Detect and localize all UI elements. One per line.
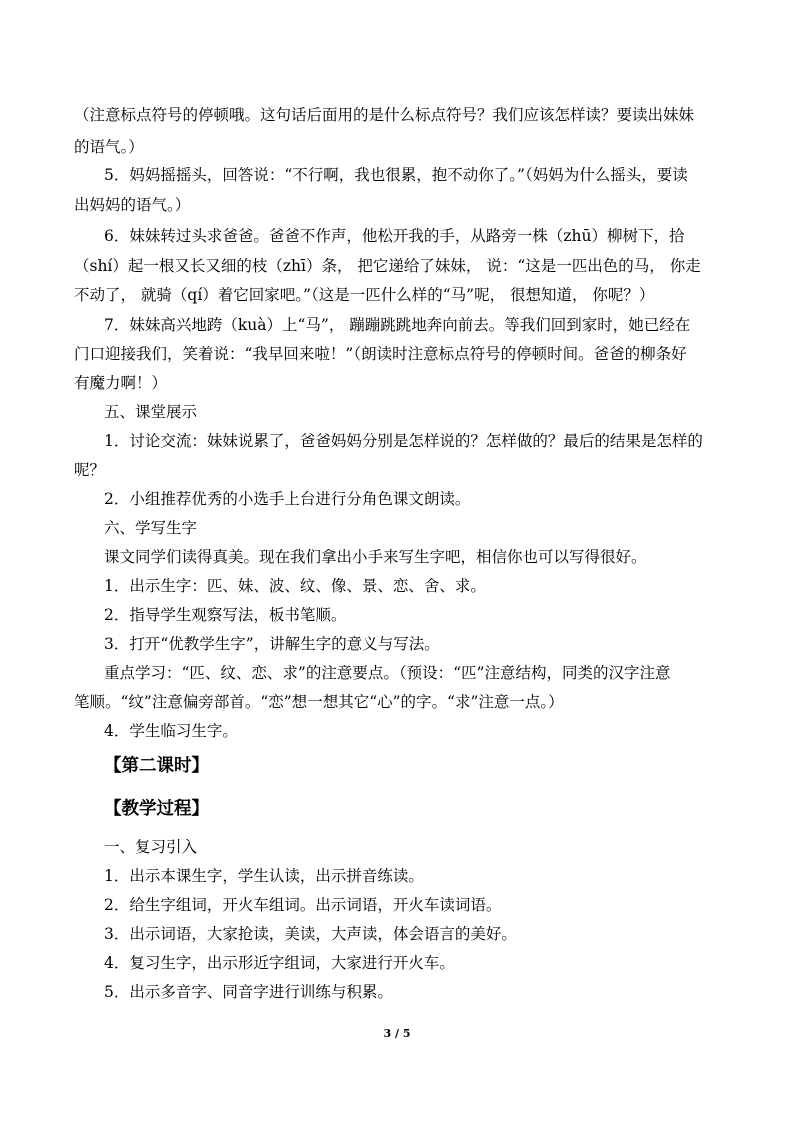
text-line: 呢？	[74, 461, 106, 479]
text-line: 课文同学们读得真美。现在我们拿出小手来写生字吧，相信你也可以写得很好。	[104, 548, 647, 566]
text-line: 有魔力啊！）	[74, 374, 168, 392]
lesson-heading: 【第二课时】	[104, 756, 209, 776]
text-line: 重点学习：“匹、纹、恋、求”的注意要点。（预设：“匹”注意结构，同类的汉字注意	[104, 664, 671, 682]
text-line: 4．学生临习生字。	[104, 722, 238, 740]
text-line: 4．复习生字，出示形近字组词，大家进行开火车。	[104, 954, 455, 972]
text-line: 门口迎接我们，笑着说：“我早回来啦！”（朗读时注意标点符号的停顿时间。爸爸的柳条好	[74, 345, 687, 363]
text-line: 1．出示生字：匹、妹、波、纹、像、景、恋、舍、求。	[104, 577, 486, 595]
text-line: 1．讨论交流：妹妹说累了，爸爸妈妈分别是怎样说的？怎样做的？最后的结果是怎样的	[104, 432, 703, 450]
section-heading: 一、复习引入	[104, 838, 198, 856]
text-line: 6．妹妹转过头求爸爸。爸爸不作声，他松开我的手，从路旁一株（zhū）柳树下，拾	[104, 227, 685, 245]
section-heading: 六、学写生字	[104, 519, 198, 537]
text-line: 3．出示词语，大家抢读，美读，大声读，体会语言的美好。	[104, 925, 517, 943]
page-number: 3 / 5	[383, 1027, 411, 1040]
text-line: 不动了， 就骑（qí）着它回家吧。”（这是一匹什么样的“马”呢， 很想知道， 你呢？）	[74, 286, 655, 304]
text-line: 5．妈妈摇摇头，回答说：“不行啊，我也很累，抱不动你了。”（妈妈为什么摇头，要读	[104, 166, 688, 184]
process-heading: 【教学过程】	[104, 799, 209, 819]
text-line: （shí）起一根又长又细的枝（zhī）条， 把它递给了妹妹， 说：“这是一匹出色的马， 你走	[74, 257, 701, 275]
text-line: 7．妹妹高兴地跨（kuà）上“马”， 蹦蹦跳跳地奔向前去。等我们回到家时，她已经在	[104, 316, 691, 334]
text-line: 1．出示本课生字，学生认读，出示拼音练读。	[104, 867, 424, 885]
section-heading: 五、课堂展示	[104, 403, 198, 421]
text-line: 2．指导学生观察写法，板书笔顺。	[104, 606, 347, 624]
text-line: 2．给生字组词，开火车组词。出示词语，开火车读词语。	[104, 896, 502, 914]
text-line: （注意标点符号的停顿哦。这句话后面用的是什么标点符号？我们应该怎样读？要读出妹妹	[74, 106, 695, 124]
text-line: 出妈妈的语气。）	[74, 196, 191, 214]
text-line: 5．出示多音字、同音字进行训练与积累。	[104, 983, 393, 1001]
text-line: 笔顺。“纹”注意偏旁部首。“恋”想一想其它“心”的字。“求”注意一点。）	[74, 693, 564, 711]
text-line: 3．打开“优教学生字”，讲解生字的意义与写法。	[104, 635, 440, 653]
text-line: 的语气。）	[74, 138, 144, 156]
text-line: 2．小组推荐优秀的小选手上台进行分角色课文朗读。	[104, 490, 471, 508]
